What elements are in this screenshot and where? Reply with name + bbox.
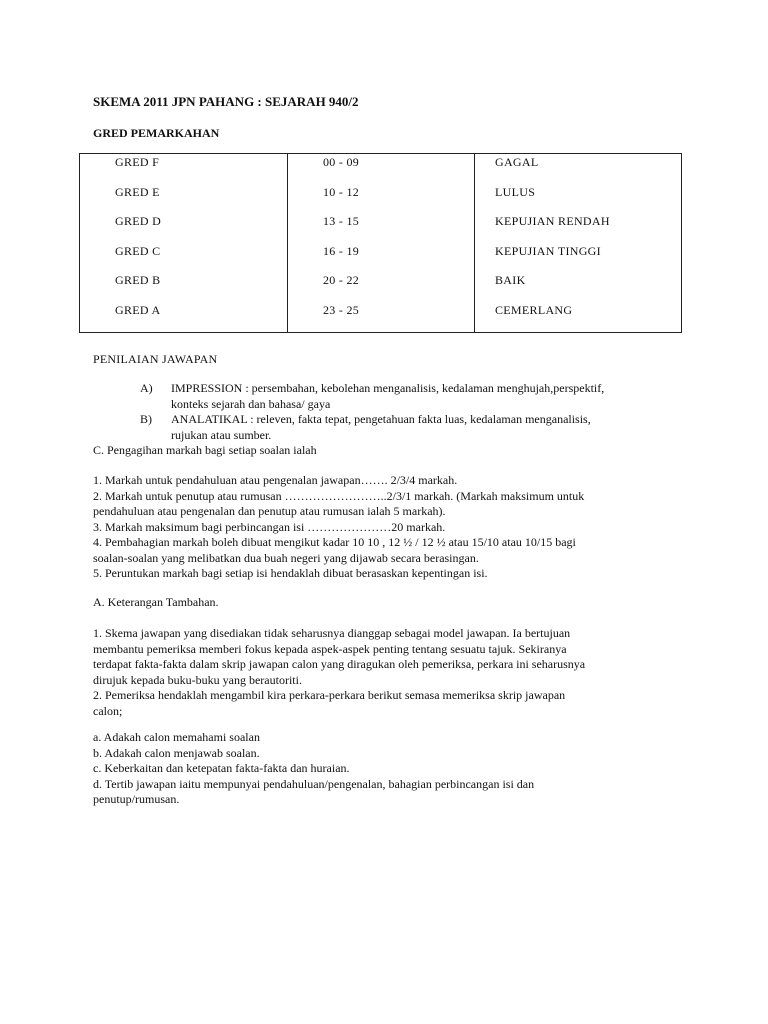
- criteria-list: [93, 381, 673, 459]
- criterion-text: konteks sejarah dan bahasa/ gaya: [171, 396, 331, 411]
- table-row: [80, 154, 682, 184]
- criterion-text: IMPRESSION : persembahan, kebolehan menganalisis, kedalaman menghujah,perspektif,: [171, 381, 605, 395]
- grade-cell: GRED D: [80, 213, 288, 243]
- criterion-a: [93, 381, 673, 412]
- range-cell: 16 - 19: [288, 243, 475, 273]
- table-row: [80, 184, 682, 214]
- list-item: 3. Markah maksimum bagi perbincangan isi …………………20 markah.: [93, 519, 446, 534]
- criterion-text: ANALATIKAL : releven, fakta tepat, pengetahuan fakta luas, kedalaman menganalisis,: [171, 412, 591, 426]
- checklist: [93, 730, 673, 808]
- list-item: 1. Markah untuk pendahuluan atau pengenalan jawapan……. 2/3/4 markah.: [93, 473, 458, 487]
- grade-cell: GRED B: [80, 272, 288, 302]
- grade-cell: GRED C: [80, 243, 288, 273]
- range-cell: 10 - 12: [288, 184, 475, 214]
- grade-cell: GRED F: [80, 154, 288, 184]
- grade-heading: GRED PEMARKAHAN: [93, 126, 220, 140]
- result-cell: KEPUJIAN RENDAH: [475, 213, 682, 243]
- grade-table: [79, 153, 682, 333]
- table-row: [80, 272, 682, 302]
- list-item: 5. Peruntukan markah bagi setiap isi hendaklah dibuat berasaskan kepentingan isi.: [93, 566, 488, 580]
- list-item: terdapat fakta-fakta dalam skrip jawapan calon yang diragukan oleh pemeriksa, perkara ini seharusnya: [93, 657, 586, 671]
- result-cell: KEPUJIAN TINGGI: [475, 243, 682, 273]
- table-row: [80, 213, 682, 243]
- table-row: [80, 243, 682, 273]
- range-cell: 23 - 25: [288, 302, 475, 332]
- additional-notes-title: A. Keterangan Tambahan.: [93, 595, 219, 609]
- document-title: SKEMA 2011 JPN PAHANG : SEJARAH 940/2: [93, 94, 359, 109]
- section-c-heading: C. Pengagihan markah bagi setiap soalan ialah: [93, 443, 317, 457]
- criterion-letter: B): [140, 412, 152, 426]
- criterion-b: [93, 412, 673, 443]
- list-item: calon;: [93, 703, 123, 718]
- list-item: penutup/rumusan.: [93, 792, 180, 806]
- table-row: [80, 302, 682, 332]
- list-item: pendahuluan atau pengenalan dan penutup atau rumusan ialah 5 markah).: [93, 504, 446, 518]
- range-cell: 20 - 22: [288, 272, 475, 302]
- list-item: 2. Markah untuk penutup atau rumusan ……………………..2/3/1 markah. (Markah maksimum untuk: [93, 488, 585, 503]
- range-cell: 13 - 15: [288, 213, 475, 243]
- list-item: a. Adakah calon memahami soalan: [93, 730, 260, 744]
- marks-list: [93, 473, 673, 582]
- list-item: 1. Skema jawapan yang disediakan tidak seharusnya dianggap sebagai model jawapan. Ia bertujuan: [93, 626, 571, 640]
- list-item: dirujuk kepada buku-buku yang berautoriti.: [93, 672, 302, 687]
- additional-notes: [93, 626, 673, 719]
- grade-cell: GRED E: [80, 184, 288, 214]
- assessment-title: PENILAIAN JAWAPAN: [93, 352, 218, 366]
- list-item: soalan-soalan yang melibatkan dua buah negeri yang dijawab secara berasingan.: [93, 550, 479, 565]
- list-item: 2. Pemeriksa hendaklah mengambil kira perkara-perkara berikut semasa memeriksa skrip jawapan: [93, 688, 566, 702]
- result-cell: CEMERLANG: [475, 302, 682, 332]
- list-item: 4. Pembahagian markah boleh dibuat mengikut kadar 10 10 , 12 ½ / 12 ½ atau 15/10 atau 10/15 bagi: [93, 535, 576, 549]
- list-item: b. Adakah calon menjawab soalan.: [93, 745, 260, 760]
- range-cell: 00 - 09: [288, 154, 475, 184]
- result-cell: LULUS: [475, 184, 682, 214]
- list-item: d. Tertib jawapan iaitu mempunyai pendahuluan/pengenalan, bahagian perbincangan isi dan: [93, 776, 535, 791]
- criterion-letter: A): [140, 381, 153, 395]
- criterion-text: rujukan atau sumber.: [171, 427, 272, 442]
- grade-cell: GRED A: [80, 302, 288, 332]
- list-item: c. Keberkaitan dan ketepatan fakta-fakta dan huraian.: [93, 761, 350, 775]
- result-cell: BAIK: [475, 272, 682, 302]
- list-item: membantu pemeriksa memberi fokus kepada aspek-aspek penting tentang sesuatu tajuk. Sekiranya: [93, 641, 567, 656]
- result-cell: GAGAL: [475, 154, 682, 184]
